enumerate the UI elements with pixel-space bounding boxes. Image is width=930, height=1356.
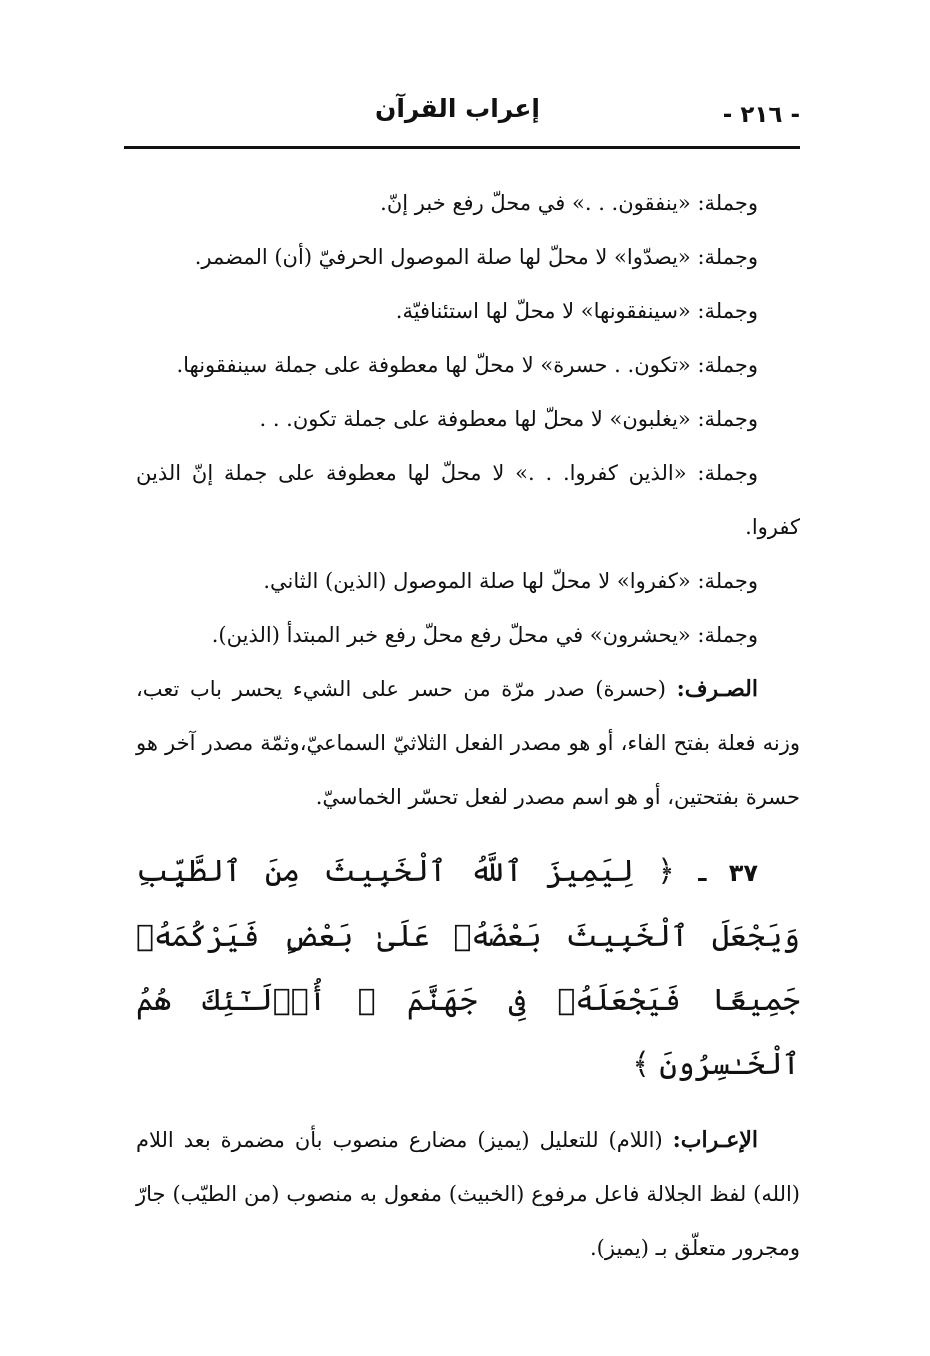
sarf-text: (حسرة) صدر مرّة من حسر على الشيء يحسر باب تعب، وزنه فعلة بفتح الفاء، أو هو مصدر الفعل الثلاثيّ السماعيّ،وثمّة مصدر آخر هو حسرة بفتحتين، أو هو اسم مصدر لفعل تحسّر الخماسيّ.	[136, 677, 800, 809]
header-divider	[124, 146, 800, 149]
sarf-paragraph	[136, 662, 800, 824]
sentence-paragraph: وجملة: «الذين كفروا. . .» لا محلّ لها معطوفة على جملة إنّ الذين كفروا.	[136, 461, 800, 539]
irab-label: الإعـراب:	[672, 1127, 758, 1153]
sentence-paragraph: وجملة: «ينفقون. . .» في محلّ رفع خبر إنّ.	[380, 191, 758, 215]
irab-paragraph	[136, 1113, 800, 1275]
page-body	[136, 176, 800, 1275]
sentence-paragraph: وجملة: «يصدّوا» لا محلّ لها صلة الموصول الحرفيّ (أن) المضمر.	[194, 245, 758, 269]
sentence-paragraph: وجملة: «سينفقونها» لا محلّ لها استئنافيّة.	[395, 299, 758, 323]
running-title: إعراب القرآن	[374, 94, 540, 123]
verse-text: ﴿ لِيَمِيزَ ٱللَّهُ ٱلْخَبِيثَ مِنَ ٱلطَّيِّبِ وَيَجْعَلَ ٱلْخَبِيثَ بَعْضَهُۥ عَلَىٰ بَعْضٍ فَيَرْكُمَهُۥ جَمِيعًا فَيَجْعَلَهُۥ فِى جَهَنَّمَ ۚ أُو۟لَـٰٓئِكَ هُمُ ٱلْخَـٰسِرُونَ ﴾	[136, 854, 800, 1082]
sentence-paragraph: وجملة: «تكون. . حسرة» لا محلّ لها معطوفة على جملة سينفقونها.	[176, 353, 758, 377]
verse-number: ٣٧ ـ	[698, 859, 758, 887]
sentence-paragraph: وجملة: «كفروا» لا محلّ لها صلة الموصول (الذين) الثاني.	[263, 569, 758, 593]
page-header	[124, 88, 800, 146]
page-number: - ٢١٦ -	[722, 102, 800, 128]
sentence-paragraph: وجملة: «يحشرون» في محلّ رفع محلّ رفع خبر المبتدأ (الذين).	[211, 623, 758, 647]
sarf-label: الصـرف:	[676, 676, 758, 702]
irab-text: (اللام) للتعليل (يميز) مضارع منصوب بأن مضمرة بعد اللام (الله) لفظ الجلالة فاعل مرفوع (الخبيث) مفعول به منصوب (من الطيّب) جارّ ومجرور متعلّق بـ (يميز).	[136, 1128, 800, 1260]
sentence-paragraph: وجملة: «يغلبون» لا محلّ لها معطوفة على جملة تكون. . .	[259, 407, 758, 431]
quran-verse	[136, 840, 800, 1097]
